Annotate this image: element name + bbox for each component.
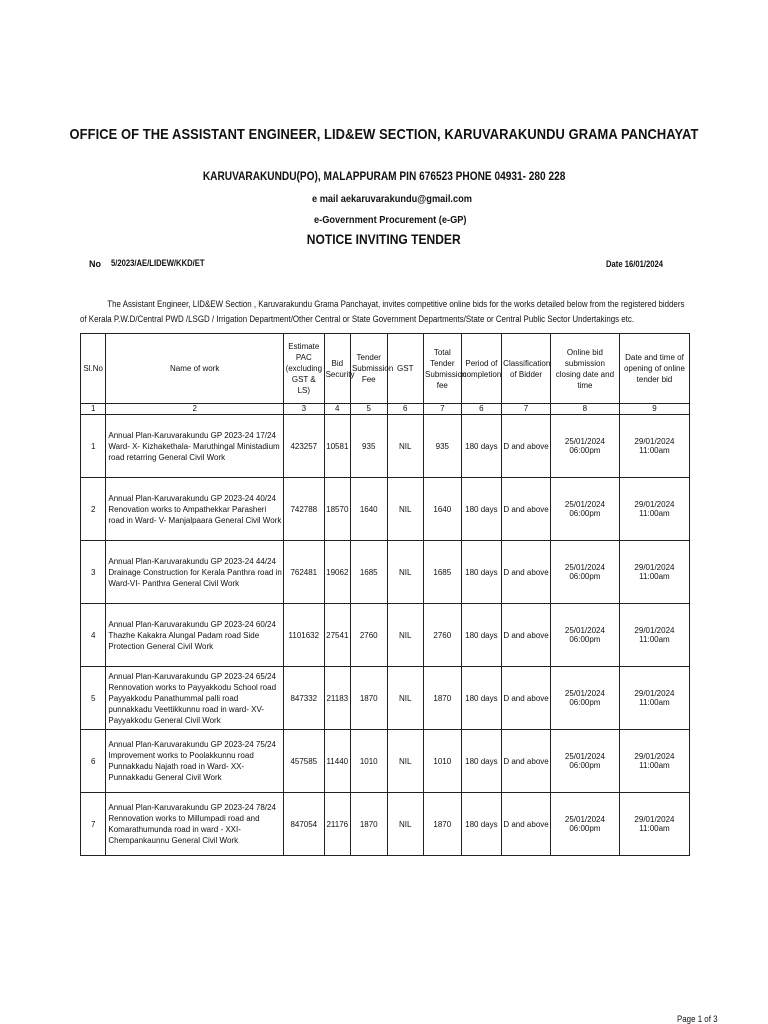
classification-cell: D and above — [502, 793, 551, 856]
column-number: 2 — [106, 404, 284, 415]
bid-security-cell: 21183 — [324, 667, 350, 730]
bid-security-cell: 11440 — [324, 730, 350, 793]
closing-date-cell: 25/01/2024 06:00pm — [550, 667, 619, 730]
gst-cell: NIL — [387, 478, 424, 541]
column-number: 9 — [619, 404, 689, 415]
work-name-cell: Annual Plan-Karuvarakundu GP 2023-24 75/24 Improvement works to Poolakkunnu road Punnakkadu Najath road in Ward- XX- Punnakkadu General Civil Work — [106, 730, 284, 793]
column-number: 5 — [350, 404, 387, 415]
sl-cell: 7 — [81, 793, 106, 856]
bid-security-cell: 10581 — [324, 415, 350, 478]
column-number: 7 — [424, 404, 462, 415]
header-cell: Bid Security — [324, 334, 350, 404]
reference-number-label: No — [89, 259, 101, 269]
work-name-cell: Annual Plan-Karuvarakundu GP 2023-24 44/24 Drainage Construction for Kerala Panthra road in Ward-VI- Panthra General Civil Work — [106, 541, 284, 604]
bid-security-cell: 19062 — [324, 541, 350, 604]
sl-cell: 4 — [81, 604, 106, 667]
period-cell: 180 days — [461, 478, 502, 541]
tender-fee-cell: 1870 — [350, 793, 387, 856]
header-cell: Online bid submission closing date and time — [550, 334, 619, 404]
notice-date: Date 16/01/2024 — [606, 259, 664, 269]
closing-date-cell: 25/01/2024 06:00pm — [550, 478, 619, 541]
column-number: 1 — [81, 404, 106, 415]
classification-cell: D and above — [502, 667, 551, 730]
table-row — [81, 478, 690, 541]
egp-label: e-Government Procurement (e-GP) — [314, 214, 467, 226]
column-number: 3 — [284, 404, 325, 415]
period-cell: 180 days — [461, 730, 502, 793]
classification-cell: D and above — [502, 541, 551, 604]
classification-cell: D and above — [502, 415, 551, 478]
gst-cell: NIL — [387, 667, 424, 730]
closing-date-cell: 25/01/2024 06:00pm — [550, 604, 619, 667]
bid-security-cell: 21176 — [324, 793, 350, 856]
total-fee-cell: 935 — [424, 415, 462, 478]
sl-cell: 2 — [81, 478, 106, 541]
work-name-cell: Annual Plan-Karuvarakundu GP 2023-24 65/24 Rennovation works to Payyakkodu School road Payyakkodu Panathummal palli road punnakkadu Veettikkunnu road in ward- XV- Payyakkodu General Civil Work — [106, 667, 284, 730]
estimate-pac-cell: 847054 — [284, 793, 325, 856]
total-fee-cell: 1870 — [424, 793, 462, 856]
sl-cell: 6 — [81, 730, 106, 793]
tender-fee-cell: 1640 — [350, 478, 387, 541]
total-fee-cell: 1870 — [424, 667, 462, 730]
estimate-pac-cell: 423257 — [284, 415, 325, 478]
header-row — [81, 334, 690, 404]
closing-date-cell: 25/01/2024 06:00pm — [550, 541, 619, 604]
opening-date-cell: 29/01/2024 11:00am — [619, 667, 689, 730]
period-cell: 180 days — [461, 793, 502, 856]
table-body — [81, 404, 690, 856]
header-cell: Classification of Bidder — [502, 334, 551, 404]
header-cell: Sl.No — [81, 334, 106, 404]
total-fee-cell: 2760 — [424, 604, 462, 667]
period-cell: 180 days — [461, 415, 502, 478]
bid-security-cell: 27541 — [324, 604, 350, 667]
total-fee-cell: 1010 — [424, 730, 462, 793]
column-number: 7 — [502, 404, 551, 415]
page-number: Page 1 of 3 — [677, 1014, 718, 1024]
opening-date-cell: 29/01/2024 11:00am — [619, 793, 689, 856]
header-cell: Tender Submission Fee — [350, 334, 387, 404]
office-heading: OFFICE OF THE ASSISTANT ENGINEER, LID&EW SECTION, KARUVARAKUNDU GRAMA PANCHAYAT — [69, 126, 699, 143]
header-cell: Period of completion — [461, 334, 502, 404]
closing-date-cell: 25/01/2024 06:00pm — [550, 415, 619, 478]
table-row — [81, 667, 690, 730]
work-name-cell: Annual Plan-Karuvarakundu GP 2023-24 17/24 Ward- X- Kizhakethala- Maruthingal Ministadium road retarring General Civil Work — [106, 415, 284, 478]
period-cell: 180 days — [461, 667, 502, 730]
gst-cell: NIL — [387, 793, 424, 856]
reference-number: 5/2023/AE/LIDEW/KKD/ET — [111, 258, 205, 268]
column-number-row — [81, 404, 690, 415]
work-name-cell: Annual Plan-Karuvarakundu GP 2023-24 40/24 Renovation works to Ampathekkar Parasheri road in Ward- V- Manjalpaara General Civil Work — [106, 478, 284, 541]
total-fee-cell: 1685 — [424, 541, 462, 604]
bid-security-cell: 18570 — [324, 478, 350, 541]
header-cell: Estimate PAC (excluding GST & LS) — [284, 334, 325, 404]
table-row — [81, 730, 690, 793]
estimate-pac-cell: 1101632 — [284, 604, 325, 667]
gst-cell: NIL — [387, 604, 424, 667]
gst-cell: NIL — [387, 541, 424, 604]
tender-fee-cell: 1685 — [350, 541, 387, 604]
gst-cell: NIL — [387, 415, 424, 478]
sl-cell: 5 — [81, 667, 106, 730]
tender-table — [80, 333, 690, 856]
opening-date-cell: 29/01/2024 11:00am — [619, 478, 689, 541]
opening-date-cell: 29/01/2024 11:00am — [619, 541, 689, 604]
closing-date-cell: 25/01/2024 06:00pm — [550, 793, 619, 856]
work-name-cell: Annual Plan-Karuvarakundu GP 2023-24 60/24 Thazhe Kakakra Alungal Padam road Side Protection General Civil Work — [106, 604, 284, 667]
column-number: 4 — [324, 404, 350, 415]
estimate-pac-cell: 742788 — [284, 478, 325, 541]
tender-fee-cell: 2760 — [350, 604, 387, 667]
classification-cell: D and above — [502, 730, 551, 793]
gst-cell: NIL — [387, 730, 424, 793]
estimate-pac-cell: 762481 — [284, 541, 325, 604]
classification-cell: D and above — [502, 604, 551, 667]
estimate-pac-cell: 457585 — [284, 730, 325, 793]
header-cell: Date and time of opening of online tender bid — [619, 334, 689, 404]
table-row — [81, 541, 690, 604]
work-name-cell: Annual Plan-Karuvarakundu GP 2023-24 78/24 Rennovation works to Millumpadi road and Komarathumunda road in ward - XXI- Chempankaunnu General Civil Work — [106, 793, 284, 856]
closing-date-cell: 25/01/2024 06:00pm — [550, 730, 619, 793]
intro-paragraph: The Assistant Engineer, LID&EW Section , Karuvarakundu Grama Panchayat, invites competitive online bids for the works detailed below from the registered bidders of Kerala P.W.D/Central PWD /LSGD / Irrigation Department/Other Central or State Government Departments/State or Central Public Sector Undertakings etc. — [80, 299, 685, 324]
estimate-pac-cell: 847332 — [284, 667, 325, 730]
total-fee-cell: 1640 — [424, 478, 462, 541]
tender-fee-cell: 1870 — [350, 667, 387, 730]
column-number: 6 — [387, 404, 424, 415]
period-cell: 180 days — [461, 604, 502, 667]
header-cell: GST — [387, 334, 424, 404]
column-number: 8 — [550, 404, 619, 415]
notice-title: NOTICE INVITING TENDER — [306, 231, 461, 247]
opening-date-cell: 29/01/2024 11:00am — [619, 604, 689, 667]
office-address: KARUVARAKUNDU(PO), MALAPPURAM PIN 676523 PHONE 04931- 280 228 — [202, 171, 566, 183]
header-cell: Name of work — [106, 334, 284, 404]
opening-date-cell: 29/01/2024 11:00am — [619, 415, 689, 478]
tender-fee-cell: 935 — [350, 415, 387, 478]
sl-cell: 3 — [81, 541, 106, 604]
opening-date-cell: 29/01/2024 11:00am — [619, 730, 689, 793]
tender-fee-cell: 1010 — [350, 730, 387, 793]
classification-cell: D and above — [502, 478, 551, 541]
period-cell: 180 days — [461, 541, 502, 604]
table-row — [81, 604, 690, 667]
table-row — [81, 415, 690, 478]
table-row — [81, 793, 690, 856]
header-cell: Total Tender Submission fee — [424, 334, 462, 404]
column-number: 6 — [461, 404, 502, 415]
office-email: e mail aekaruvarakundu@gmail.com — [312, 193, 472, 205]
sl-cell: 1 — [81, 415, 106, 478]
